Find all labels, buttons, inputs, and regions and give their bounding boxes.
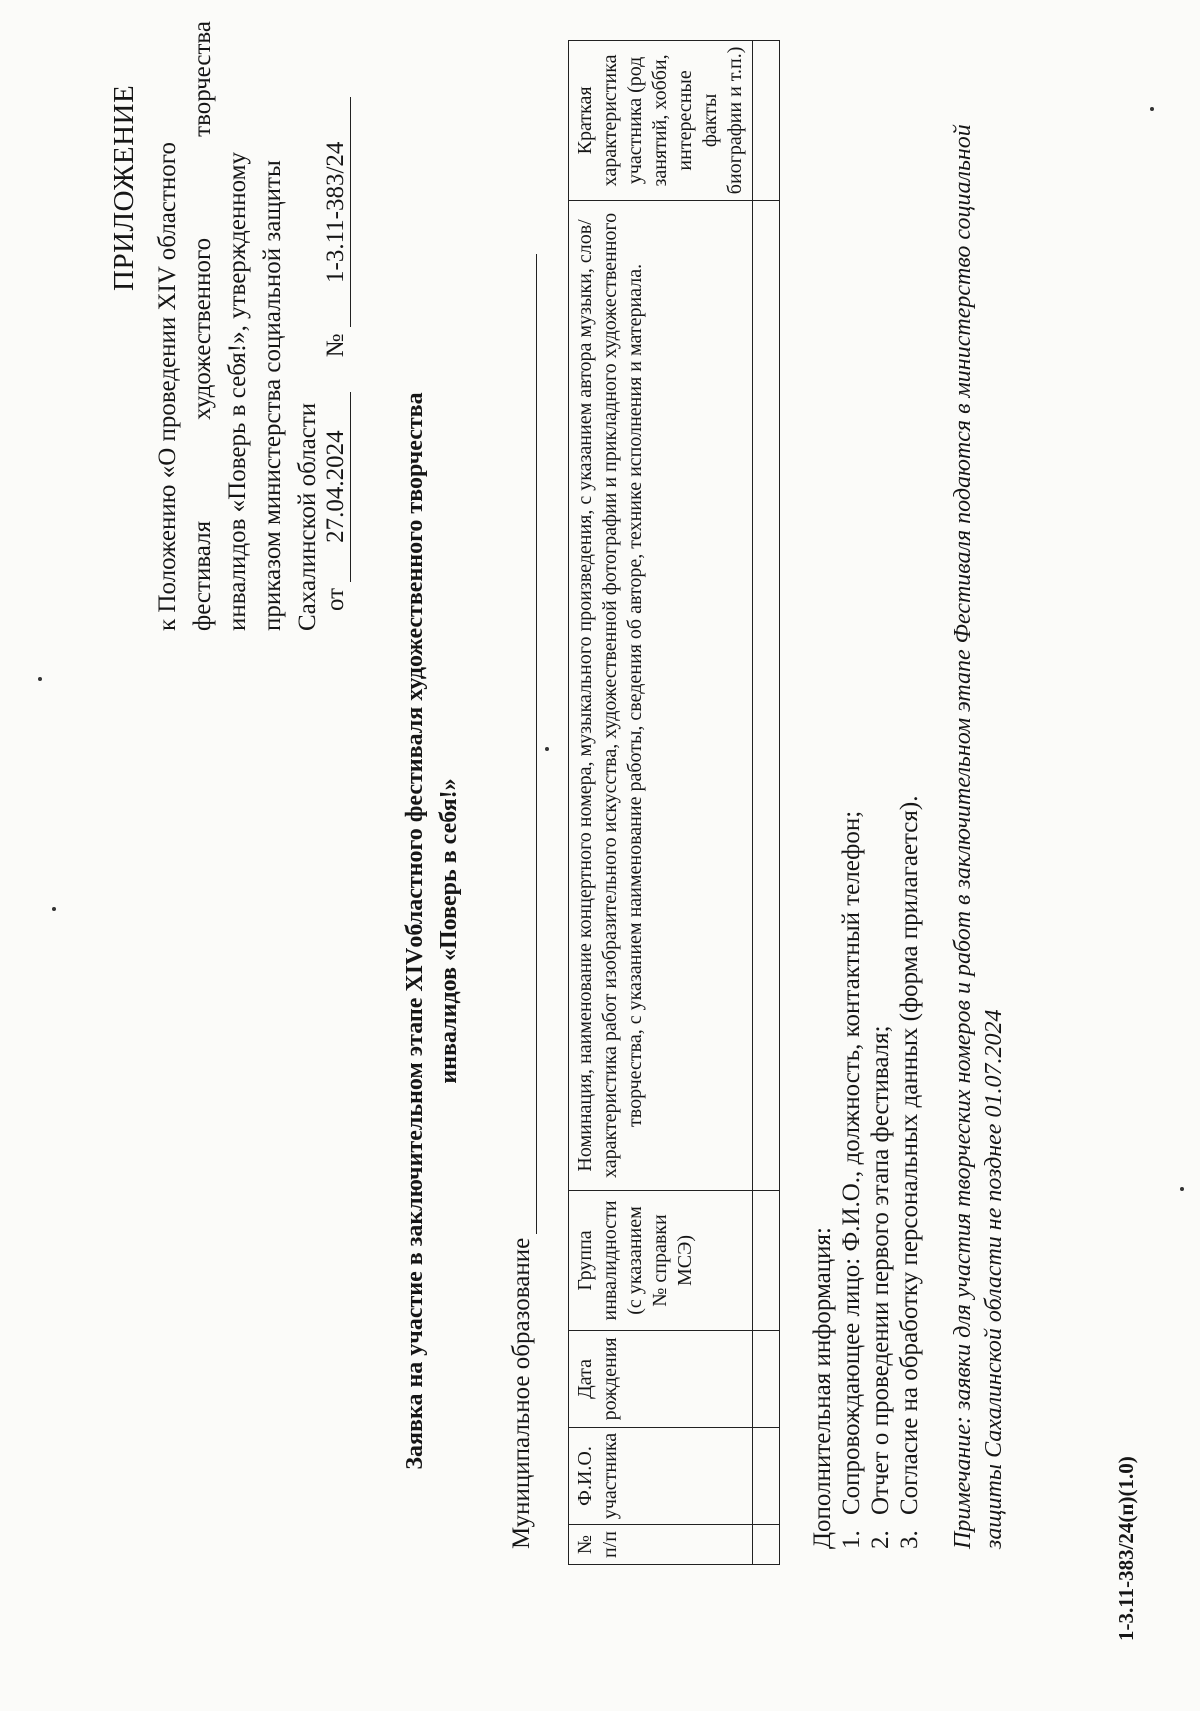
list-item-text: Отчет о проведении первого этапа фестиваля; — [867, 1025, 894, 1515]
scan-speck — [38, 677, 42, 681]
scan-speck — [1180, 1187, 1184, 1191]
list-item: 1.Сопровождающее лицо: Ф.И.О., должность, контактный телефон; — [838, 810, 865, 1549]
heading-line: инвалидов «Поверь в себя!» — [436, 778, 462, 1084]
column-header-nomination: Номинация, наименование концертного номера, музыкального произведения, с указанием автора музыки, слов/характеристика работ изобразительного искусства, художественной фотографии и прикладного художественного творчества, с указанием наименование работы, сведения об авторе, технике исполнения и материала. — [569, 200, 753, 1190]
order-reference — [322, 97, 351, 611]
appendix-line: Сахалинской области — [294, 402, 321, 631]
application-heading — [398, 381, 466, 1481]
municipality-field — [508, 254, 537, 1549]
table-cell[interactable] — [753, 1525, 780, 1565]
list-item: 2.Отчет о проведении первого этапа фестиваля; — [867, 1025, 894, 1549]
column-header-participant-description: Краткая характеристика участника (род занятий, хобби, интересные факты биографии и т.п.) — [569, 41, 753, 201]
appendix-title: ПРИЛОЖЕНИЕ — [108, 84, 140, 291]
column-header-birth-date: Дата рождения — [569, 1330, 753, 1427]
table-cell[interactable] — [753, 1427, 780, 1524]
appendix-text — [150, 21, 325, 631]
appendix-line: инвалидов «Поверь в себя!», утвержденному — [224, 152, 251, 631]
table-header-row — [569, 41, 753, 1565]
municipality-blank-line[interactable] — [508, 254, 537, 1234]
note-text: Примечание: заявки для участия творческих номеров и работ в заключительном этапе Фестиваля подаются в министерство социальной защиты Сахалинской области не позднее 01.07.2024 — [950, 124, 1007, 1549]
application-table — [568, 40, 780, 1565]
appendix-line: фестиваля художественного творчества — [189, 21, 216, 631]
column-header-disability-group: Группа инвалидности (с указанием № справки МСЭ) — [569, 1191, 753, 1331]
order-number-label: № — [322, 333, 349, 358]
table-cell[interactable] — [753, 1191, 780, 1331]
column-header-number: № п/п — [569, 1525, 753, 1565]
order-number: 1-3.11-383/24 — [322, 97, 351, 327]
order-from-label: от — [322, 587, 349, 611]
column-header-name: Ф.И.О. участника — [569, 1427, 753, 1524]
heading-line: Заявка на участие в заключительном этапе XIVобластного фестиваля художественного творчества — [402, 392, 428, 1470]
list-item-text: Сопровождающее лицо: Ф.И.О., должность, контактный телефон; — [838, 810, 865, 1515]
list-item: 3.Согласие на обработку персональных данных (форма прилагается). — [896, 795, 923, 1549]
appendix-line: приказом министерства социальной защиты — [259, 160, 286, 631]
document-code: 1-3.11-383/24(п)(1.0) — [1114, 1456, 1138, 1641]
list-item-text: Согласие на обработку персональных данных (форма прилагается). — [896, 795, 923, 1515]
table-cell[interactable] — [753, 200, 780, 1190]
additional-info — [808, 796, 924, 1549]
appendix-line: к Положению «О проведении XIV областного — [154, 142, 181, 631]
table-row — [753, 41, 780, 1565]
table-cell[interactable] — [753, 1330, 780, 1427]
order-date: 27.04.2024 — [322, 392, 351, 582]
scan-speck — [52, 907, 56, 911]
table-cell[interactable] — [753, 41, 780, 201]
scan-speck — [545, 747, 549, 751]
municipality-label: Муниципальное образование — [508, 1237, 535, 1549]
additional-info-title: Дополнительная информация: — [809, 1227, 836, 1549]
scan-speck — [1150, 107, 1154, 111]
